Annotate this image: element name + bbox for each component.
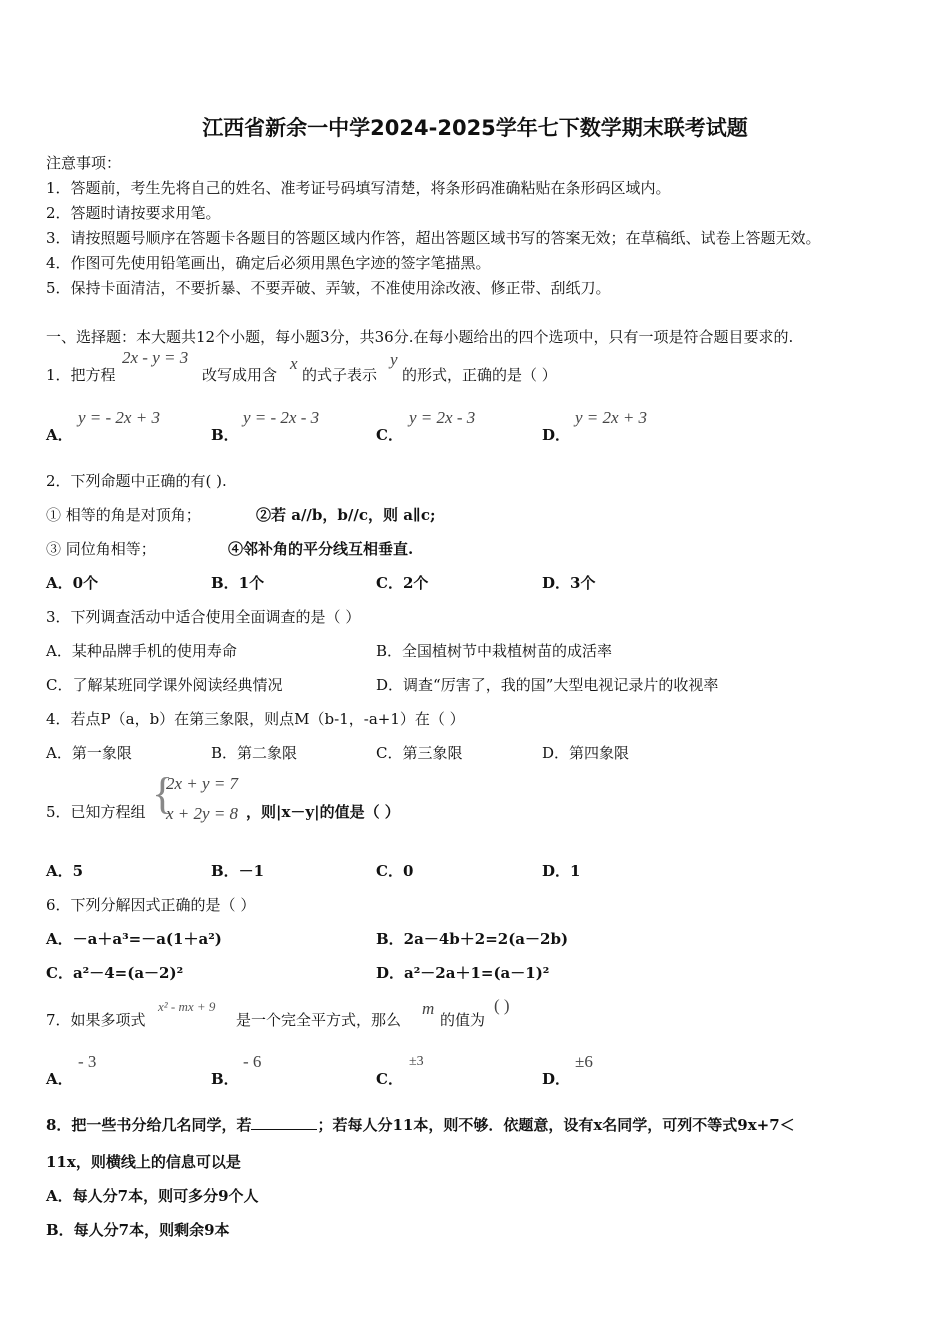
q7-text-3: 的值为 [440,1011,486,1029]
q2-statement-1: ① 相等的角是对顶角； [46,506,201,524]
q8-blank [251,1115,317,1130]
q5-option-c: C．0 [376,862,414,880]
notice-heading: 注意事项： [46,154,122,172]
notice-item: 4．作图可先使用铅笔画出，确定后必须用黑色字迹的签字笔描黑。 [46,254,491,272]
q7-number: 7． [46,1011,71,1029]
page-title: 江西省新余一中学2024-2025学年七下数学期末联考试题 [202,116,748,140]
notice-item: 3．请按照题号顺序在答题卡各题目的答题区域内作答，超出答题区域书写的答案无效；在草稿纸、试卷上答题无效。 [46,229,821,247]
q1-text-4: 的形式，正确的是（ ） [402,366,557,384]
q2-option-d: D．3个 [542,574,596,592]
q1-text-3: 的式子表示 [302,366,378,384]
q1-number: 1． [46,366,71,384]
notice-item: 1．答题前，考生先将自己的姓名、准考证号码填写清楚，将条形码准确粘贴在条形码区域内。 [46,179,671,197]
q3-option-b: B．全国植树节中栽植树苗的成活率 [376,642,613,660]
q8-stem-line-2: 11x，则横线上的信息可以是 [46,1153,241,1171]
q4-stem: 4．若点P（a，b）在第三象限，则点M（b-1，-a+1）在（ ） [46,710,465,728]
q3-option-c: C．了解某班同学课外阅读经典情况 [46,676,283,694]
q6-option-c: C．a²－4=(a－2)² [46,964,184,982]
q6-option-b: B．2a－4b＋2=2(a－2b) [376,930,569,948]
q7-text: 如果多项式 [70,1011,146,1029]
q2-statement-4: ④邻补角的平分线互相垂直. [228,540,414,558]
q6-option-d: D．a²－2a＋1=(a－1)² [376,964,550,982]
q1-equation: 2x - y = 3 [122,348,189,367]
q1-stem [46,364,116,385]
q7-option-b-label: B． [211,1070,239,1088]
q7-polynomial: x² - mx + 9 [158,999,216,1014]
q1-option-d-math: y = 2x + 3 [575,408,648,427]
q1-var-y: y [390,350,398,369]
q3-stem: 3．下列调查活动中适合使用全面调查的是（ ） [46,608,361,626]
q1-option-c-label: C． [376,426,403,444]
q7-var-m: m [422,999,435,1018]
q5-option-b: B．－1 [211,862,265,880]
q3-option-a: A．某种品牌手机的使用寿命 [46,642,237,660]
q1-text-2: 改写成用含 [202,366,278,384]
q7-paren: ( ) [494,996,510,1015]
q4-option-d: D．第四象限 [542,744,630,762]
q8-text-2: ；若每人分11本，则不够．依题意，设有x名同学，可列不等式9x+7＜ [317,1116,795,1134]
q7-option-c-math: ±3 [409,1054,424,1069]
q8-option-a: A．每人分7本，则可多分9个人 [46,1187,259,1205]
q5-brace-icon: { [152,769,174,818]
q5-number: 5． [46,803,71,821]
q4-option-a: A．第一象限 [46,744,132,762]
q5-stem [46,801,146,822]
q7-option-c-label: C． [376,1070,403,1088]
q7-option-a-label: A． [46,1070,73,1088]
q8-stem-line-1 [46,1114,795,1135]
q7-stem [46,1009,146,1030]
q1-option-a-label: A． [46,426,73,444]
q5-text-2: ，则|x－y|的值是（ ） [246,803,400,821]
q7-option-d-math: ±6 [575,1052,593,1071]
q4-option-c: C．第三象限 [376,744,463,762]
q6-stem: 6．下列分解因式正确的是（ ） [46,896,256,914]
q1-option-c-math: y = 2x - 3 [409,408,476,427]
q5-option-d: D．1 [542,862,581,880]
section-heading: 一、选择题：本大题共12个小题，每小题3分，共36分.在每小题给出的四个选项中，只有一项是符合题目要求的. [46,328,794,346]
q1-option-b-label: B． [211,426,239,444]
q3-option-d: D．调查“厉害了，我的国”大型电视记录片的收视率 [376,676,719,694]
q2-statement-3: ③ 同位角相等； [46,540,156,558]
q8-text-1: 8．把一些书分给几名同学，若 [46,1116,252,1134]
q1-option-a-math: y = - 2x + 3 [78,408,160,427]
q2-option-a: A．0个 [46,574,99,592]
q5-option-a: A．5 [46,862,84,880]
q1-option-b-math: y = - 2x - 3 [243,408,320,427]
q2-stem: 2．下列命题中正确的有( ). [46,472,227,490]
q1-option-d-label: D． [542,426,571,444]
q5-text: 已知方程组 [70,803,146,821]
q7-option-a-math: - 3 [78,1052,97,1071]
q5-equation-1: 2x + y = 7 [166,774,239,793]
notice-item: 5．保持卡面清洁，不要折暴、不要弄破、弄皱，不准使用涂改液、修正带、刮纸刀。 [46,279,611,297]
q7-text-2: 是一个完全平方式，那么 [236,1011,402,1029]
notice-item: 2．答题时请按要求用笔。 [46,204,221,222]
q8-option-b: B．每人分7本，则剩余9本 [46,1221,230,1239]
q2-option-c: C．2个 [376,574,429,592]
q7-option-b-math: - 6 [243,1052,262,1071]
q2-option-b: B．1个 [211,574,265,592]
q4-option-b: B．第二象限 [211,744,298,762]
q7-option-d-label: D． [542,1070,571,1088]
q6-option-a: A．－a＋a³=－a(1＋a²) [46,930,222,948]
q1-text: 把方程 [70,366,116,384]
q2-statement-2: ②若 a//b，b//c，则 a∥c; [256,506,436,524]
q1-var-x: x [290,354,298,373]
q5-equation-2: x + 2y = 8 [166,804,239,823]
